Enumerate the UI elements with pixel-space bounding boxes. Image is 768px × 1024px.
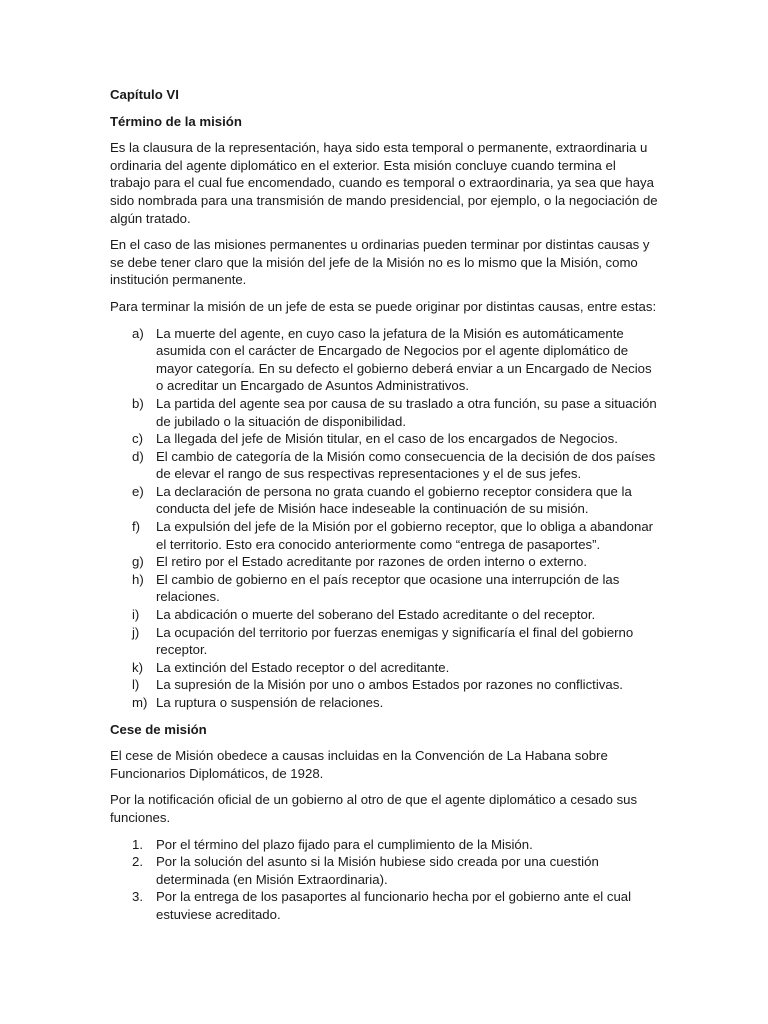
list-item-text: La partida del agente sea por causa de su traslado a otra función, su pase a situación de jubilado o la situación de disponibilidad. (156, 395, 657, 429)
list-item-text: El retiro por el Estado acreditante por razones de orden interno o externo. (156, 554, 588, 570)
list-marker: e) (132, 483, 144, 499)
list-item-text: La llegada del jefe de Misión titular, en el caso de los encargados de Negocios. (156, 431, 618, 447)
chapter-title: Capítulo VI (110, 87, 179, 102)
paragraph-cese-convention: El cese de Misión obedece a causas incluidas en la Convención de La Habana sobre Funcionarios Diplomáticos, de 1928. (110, 748, 608, 781)
list-item (110, 518, 658, 553)
list-item-text: La supresión de la Misión por uno o ambos Estados por razones no conflictivas. (156, 677, 623, 693)
list-marker: i) (132, 607, 140, 623)
list-marker: 1. (132, 836, 143, 852)
list-item (110, 694, 658, 712)
list-item-text: El cambio de gobierno en el país receptor que ocasione una interrupción de las relaciones. (156, 571, 620, 605)
list-marker: b) (132, 395, 144, 411)
list-marker: d) (132, 448, 144, 464)
list-item (110, 659, 658, 677)
list-item (110, 571, 658, 606)
list-item-text: La ocupación del territorio por fuerzas enemigas y significaría el final del gobierno receptor. (156, 624, 634, 658)
list-item-text: La ruptura o suspensión de relaciones. (156, 695, 384, 710)
list-marker: m) (132, 695, 148, 710)
list-item (110, 888, 658, 923)
list-item-text: La expulsión del jefe de la Misión por el gobierno receptor, que lo obliga a abandonar el territorio. Esto era conocido anteriormente como “entrega de pasaportes”. (156, 519, 654, 552)
list-item (110, 430, 658, 448)
list-item-text: La muerte del agente, en cuyo caso la jefatura de la Misión es automáticamente asumida con el carácter de Encargado de Negocios por el agente diplomático de mayor categoría. En su defecto el gobierno deberá enviar a un Encargado de Necios o acreditar un Encargado de Asuntos Administrativos. (156, 325, 652, 394)
list-item-text: La declaración de persona no grata cuando el gobierno receptor considera que la conducta del jefe de Misión hace indeseable la continuación de su misión. (156, 483, 632, 517)
paragraph-permanent-missions: En el caso de las misiones permanentes u ordinarias pueden terminar por distintas causas y se debe tener claro que la misión del jefe de la Misión no es lo mismo que la Misión, como institución permanente. (110, 237, 650, 288)
list-marker: a) (132, 325, 144, 341)
list-marker: h) (132, 571, 144, 587)
list-item-text: El cambio de categoría de la Misión como consecuencia de la decisión de dos países de elevar el rango de sus respectivas representaciones y el de sus jefes. (156, 448, 656, 482)
section-title-cese: Cese de misión (110, 721, 207, 737)
paragraph-definition: Es la clausura de la representación, haya sido esta temporal o permanente, extraordinaria u ordinaria del agente diplomático en el exterior. Esta misión concluye cuando termina el trabajo para el cual fue encomendado, cuando es temporal o extraordinaria, ya sea que haya sido nombrada para una transmisión de mando presidencial, por ejemplo, o la negociación de algún tratado. (110, 140, 658, 226)
cese-list (110, 836, 658, 924)
list-marker: g) (132, 554, 144, 570)
list-item (110, 395, 658, 430)
list-item-text: La abdicación o muerte del soberano del Estado acreditante o del receptor. (156, 607, 596, 623)
list-item (110, 606, 658, 624)
list-marker: k) (132, 659, 143, 675)
list-marker: f) (132, 519, 141, 535)
list-item-text: La extinción del Estado receptor o del acreditante. (156, 659, 450, 675)
list-item (110, 853, 658, 888)
causes-list (110, 325, 658, 712)
list-item (110, 483, 658, 518)
list-item (110, 836, 658, 854)
list-item-text: Por la solución del asunto si la Misión hubiese sido creada por una cuestión determinada (en Misión Extraordinaria). (156, 854, 599, 887)
list-item-text: Por el término del plazo fijado para el cumplimiento de la Misión. (156, 836, 533, 852)
list-item-text: Por la entrega de los pasaportes al funcionario hecha por el gobierno ante el cual estuviese acreditado. (156, 889, 632, 922)
list-item (110, 325, 658, 395)
list-marker: 3. (132, 889, 143, 905)
list-item (110, 676, 658, 694)
paragraph-cese-notification: Por la notificación oficial de un gobierno al otro de que el agente diplomático a cesado sus funciones. (110, 792, 638, 825)
list-item (110, 624, 658, 659)
paragraph-causes-intro: Para terminar la misión de un jefe de esta se puede originar por distintas causas, entre estas: (110, 298, 657, 314)
document-page (110, 86, 658, 933)
list-item (110, 448, 658, 483)
list-item (110, 553, 658, 571)
list-marker: 2. (132, 854, 143, 870)
list-marker: l) (132, 677, 140, 693)
list-marker: j) (132, 624, 140, 640)
list-marker: c) (132, 431, 143, 447)
section-title-termino: Término de la misión (110, 113, 242, 129)
